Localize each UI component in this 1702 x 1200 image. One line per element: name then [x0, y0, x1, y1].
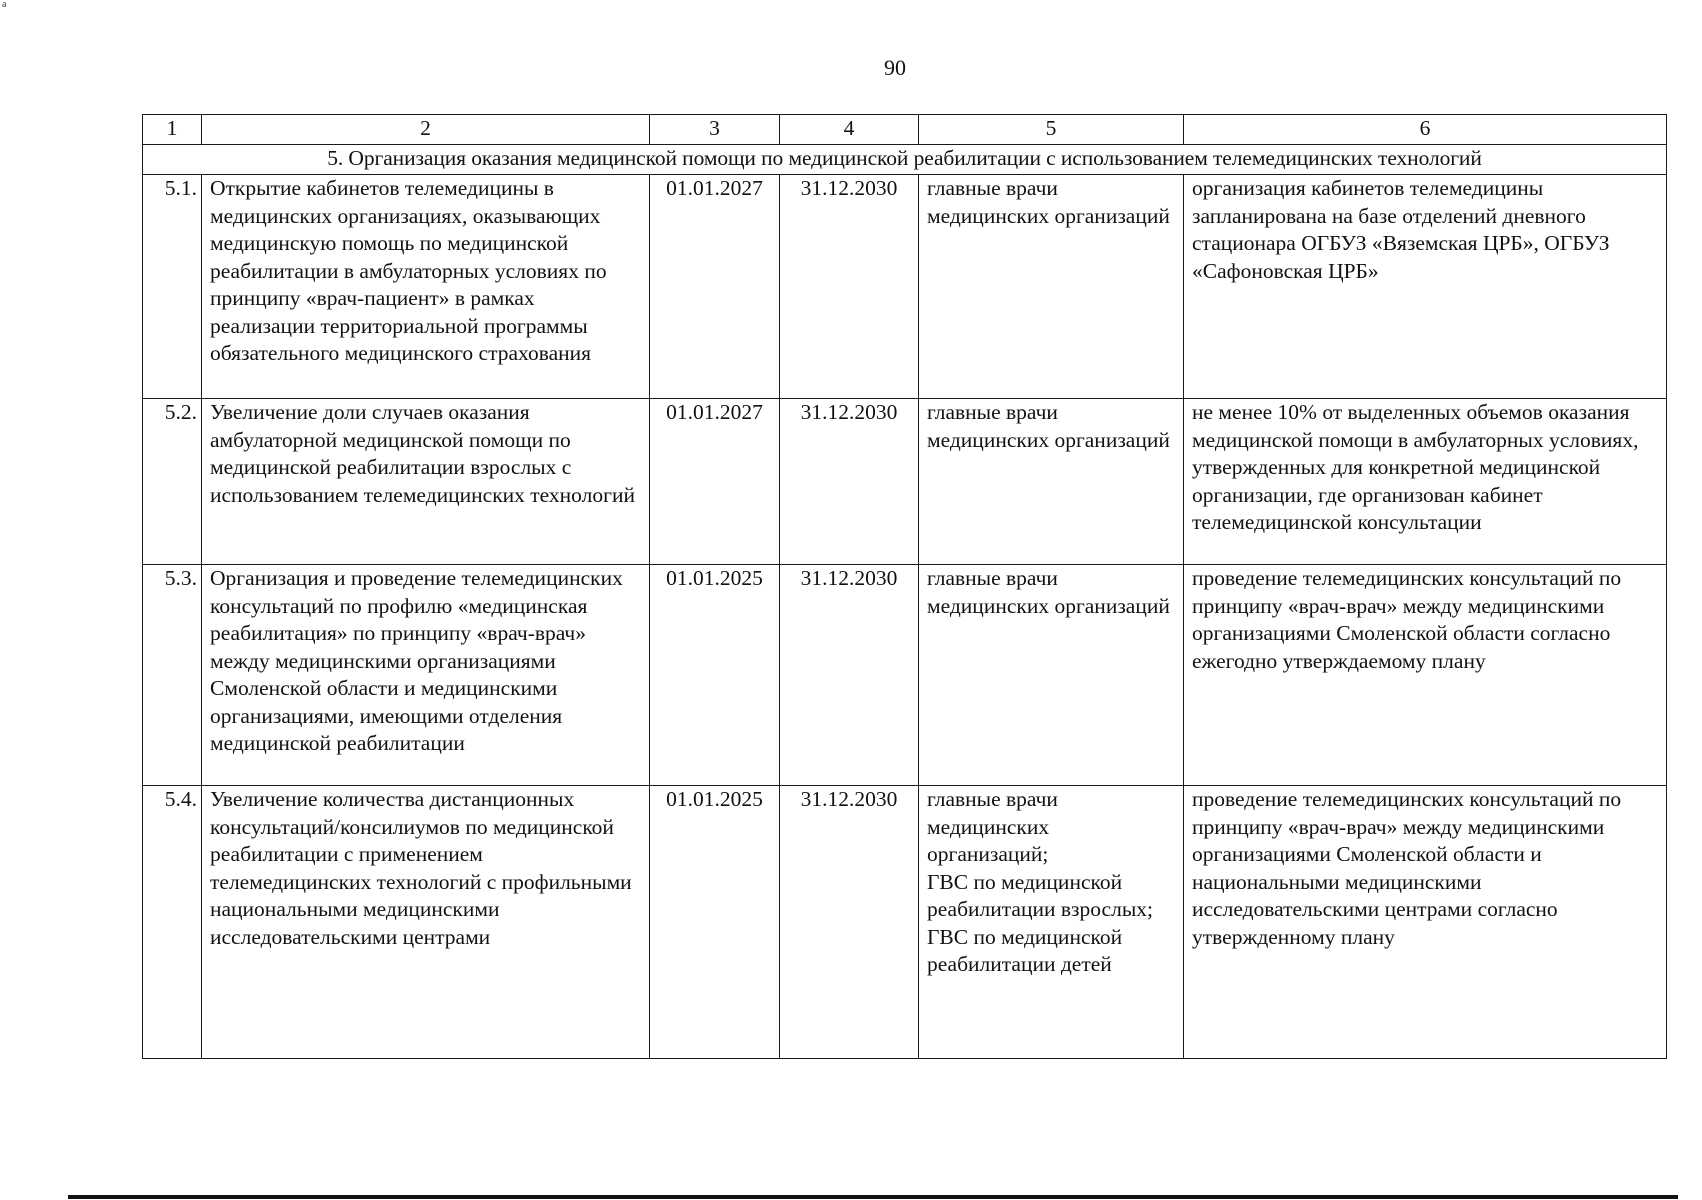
start-date-cell: 01.01.2025 [650, 786, 780, 1059]
table-row [143, 175, 1667, 399]
result-cell: не менее 10% от выделенных объемов оказания медицинской помощи в амбулаторных условиях, утвержденных для конкретной медицинской организации, где организован кабинет телемедицинской консультации [1184, 399, 1667, 565]
responsible-cell: главные врачи медицинских организаций [919, 565, 1184, 786]
table-row [143, 786, 1667, 1059]
row-number: 5.1. [143, 175, 202, 399]
end-date-cell: 31.12.2030 [780, 399, 919, 565]
row-number: 5.3. [143, 565, 202, 786]
activity-cell: Увеличение количества дистанционных консультаций/консилиумов по медицинской реабилитации с применением телемедицинских технологий с профильными национальными медицинскими исследовательскими центрами [202, 786, 650, 1059]
bottom-divider [68, 1195, 1678, 1199]
start-date-cell: 01.01.2025 [650, 565, 780, 786]
start-date-cell: 01.01.2027 [650, 175, 780, 399]
table-row [143, 399, 1667, 565]
result-cell: организация кабинетов телемедицины запланирована на базе отделений дневного стационара ОГБУЗ «Вяземская ЦРБ», ОГБУЗ «Сафоновская ЦРБ» [1184, 175, 1667, 399]
column-header-6: 6 [1184, 115, 1667, 145]
measures-table [142, 114, 1667, 1059]
result-cell: проведение телемедицинских консультаций по принципу «врач-врач» между медицинскими организациями Смоленской области согласно ежегодно утверждаемому плану [1184, 565, 1667, 786]
end-date-cell: 31.12.2030 [780, 565, 919, 786]
activity-cell: Открытие кабинетов телемедицины в медицинских организациях, оказывающих медицинскую помощь по медицинской реабилитации в амбулаторных условиях по принципу «врач-пациент» в рамках реализации территориальной программы обязательного медицинского страхования [202, 175, 650, 399]
column-header-5: 5 [919, 115, 1184, 145]
activity-cell: Увеличение доли случаев оказания амбулаторной медицинской помощи по медицинской реабилитации взрослых с использованием телемедицинских технологий [202, 399, 650, 565]
scan-corner-mark: a [2, 0, 7, 10]
row-number: 5.4. [143, 786, 202, 1059]
responsible-cell: главные врачи медицинских организаций [919, 175, 1184, 399]
page-number: 90 [884, 55, 906, 80]
responsible-cell: главные врачи медицинских организаций [919, 399, 1184, 565]
column-header-1: 1 [143, 115, 202, 145]
column-header-4: 4 [780, 115, 919, 145]
responsible-cell: главные врачи медицинских организаций; ГВС по медицинской реабилитации взрослых; ГВС по медицинской реабилитации детей [919, 786, 1184, 1059]
end-date-cell: 31.12.2030 [780, 175, 919, 399]
section-title-row [143, 145, 1667, 175]
start-date-cell: 01.01.2027 [650, 399, 780, 565]
column-header-2: 2 [202, 115, 650, 145]
result-cell: проведение телемедицинских консультаций по принципу «врач-врач» между медицинскими организациями Смоленской области и национальными медицинскими исследовательскими центрами согласно утвержденному плану [1184, 786, 1667, 1059]
end-date-cell: 31.12.2030 [780, 786, 919, 1059]
activity-cell: Организация и проведение телемедицинских консультаций по профилю «медицинская реабилитация» по принципу «врач-врач» между медицинскими организациями Смоленской области и медицинскими организациями, имеющими отделения медицинской реабилитации [202, 565, 650, 786]
column-header-3: 3 [650, 115, 780, 145]
row-number: 5.2. [143, 399, 202, 565]
table-header-row [143, 115, 1667, 145]
table-row [143, 565, 1667, 786]
section-title: 5. Организация оказания медицинской помощи по медицинской реабилитации с использованием телемедицинских технологий [143, 145, 1667, 175]
